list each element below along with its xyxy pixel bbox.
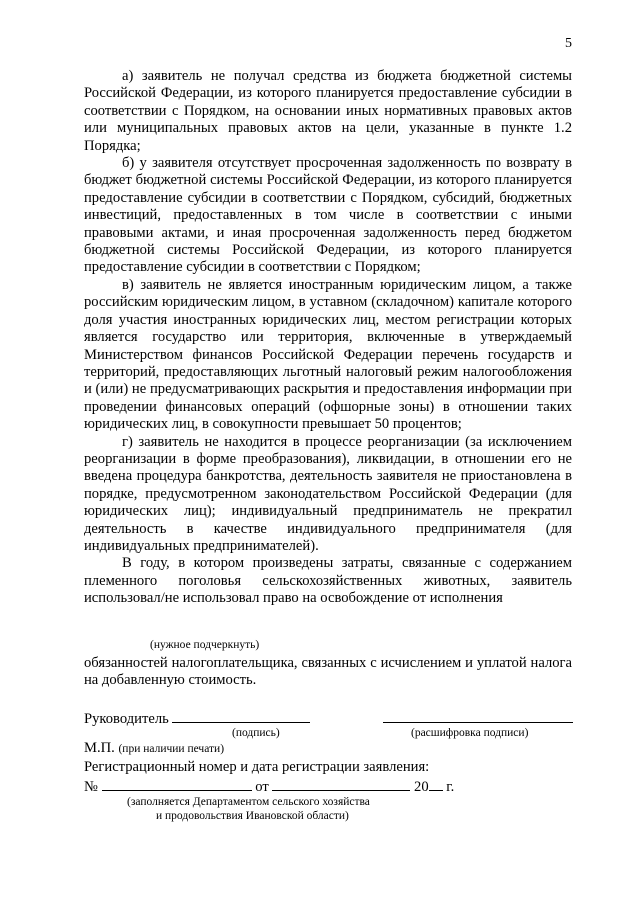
registration-title: Регистрационный номер и дата регистрации заявления: <box>84 759 430 775</box>
signature-line <box>172 710 310 723</box>
seal-label: М.П. <box>84 740 115 756</box>
from-word: от <box>255 779 269 795</box>
year-suffix: г. <box>446 779 455 795</box>
paragraph-v: в) заявитель не является иностранным юридическим лицом, а также российским юридическим лицом, в уставном (складочном) капитале которого доля участия иностранных юридических лиц, местом регистрации которых является государство или территория, включенные в утверждаемый Министерством финансов Российской Федерации перечень государств и территорий, предоставляющих льготный налоговый режим налогообложения и (или) не предусматривающих раскрытия и предоставления информации при проведении финансовых операций (офшорные зоны) в отношении таких юридических лиц, в совокупности превышает 50 процентов; <box>84 276 572 433</box>
decode-hint: (расшифровка подписи) <box>411 727 529 739</box>
head-label: Руководитель <box>84 711 169 727</box>
paragraph-a: а) заявитель не получал средства из бюджета бюджетной системы Российской Федерации, из которого планируется предоставление субсидии в соответствии с Порядком, на основании иных нормативных правовых актов или муниципальных правовых актов на цели, указанные в пункте 1.2 Порядка; <box>84 68 572 154</box>
registration-note-1: (заполняется Департаментом сельского хозяйства <box>127 796 370 808</box>
decode-line <box>383 710 573 723</box>
registration-note-2: и продовольствия Ивановской области) <box>156 810 349 822</box>
date-line <box>272 778 410 791</box>
decode-line-row <box>383 710 573 728</box>
continuation-text: обязанностей налогоплательщика, связанных с исчислением и уплатой налога на добавленную стоимость. <box>84 655 572 689</box>
head-signature-row <box>84 710 310 728</box>
year-prefix: 20 <box>414 779 429 795</box>
number-line <box>102 778 252 791</box>
paragraph-vat-exemption: В году, в котором произведены затраты, связанные с содержанием племенного поголовья сельскохозяйственных животных, заявитель использовал/не использовал право на освобождение от исполнения <box>84 555 572 607</box>
underline-hint: (нужное подчеркнуть) <box>150 639 260 651</box>
number-sign: № <box>84 779 98 795</box>
registration-row <box>84 778 454 796</box>
sign-hint: (подпись) <box>232 727 280 739</box>
seal-row <box>84 740 224 757</box>
paragraph-g: г) заявитель не находится в процессе реорганизации (за исключением реорганизации в форме преобразования), ликвидации, в отношении его не введена процедура банкротства, деятельность заявителя не приостановлена в порядке, предусмотренном законодательством Российской Федерации (для юридических лиц); индивидуальный предприниматель не прекратил деятельность в качестве индивидуального предпринимателя (для индивидуальных предпринимателей). <box>84 433 572 554</box>
paragraph-b: б) у заявителя отсутствует просроченная задолженность по возврату в бюджет бюджетной системы Российской Федерации, из которого планируется предоставление субсидии в соответствии с Порядком, субсидий, бюджетных инвестиций, предоставленных в том числе в соответствии с иными правовыми актами, и иная просроченная задолженность перед бюджетом бюджетной системы Российской Федерации, из которого планируется предоставление субсидии в соответствии с Порядком; <box>84 155 572 276</box>
continuation-block <box>84 655 572 690</box>
year-line <box>429 778 443 791</box>
document-body <box>84 68 572 608</box>
page-number: 5 <box>565 36 572 51</box>
seal-hint: (при наличии печати) <box>118 743 225 755</box>
